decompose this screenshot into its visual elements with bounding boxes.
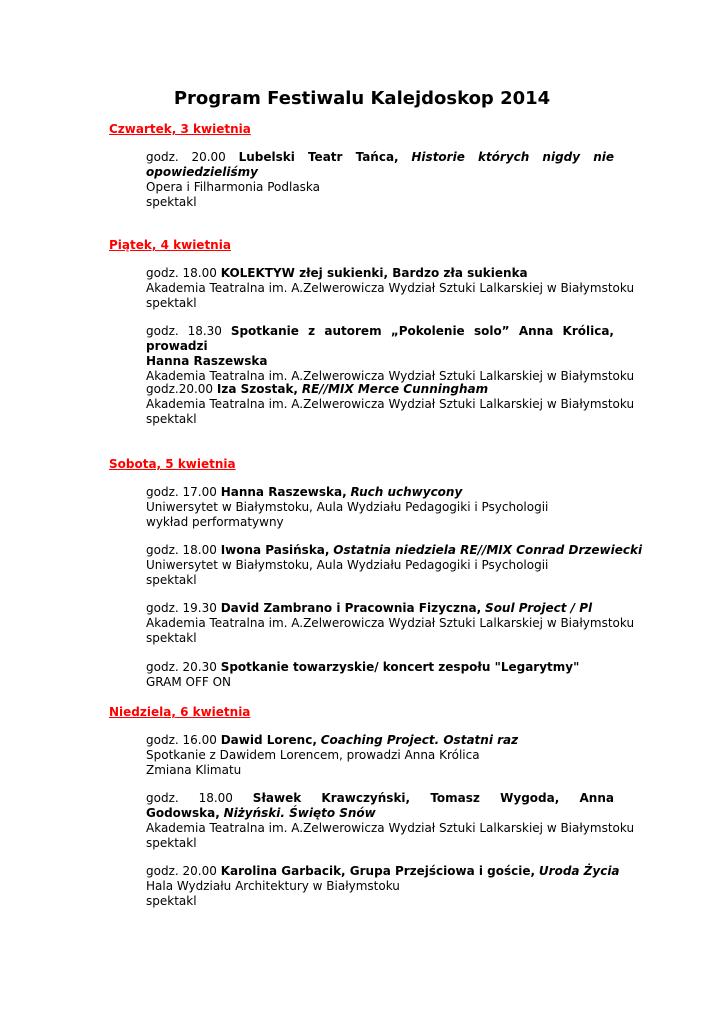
event-title-line [146, 543, 643, 558]
event-sun-3 [146, 864, 620, 909]
day-heading-sunday: Niedziela, 6 kwietnia [109, 705, 251, 719]
event-type: spektakl [146, 836, 197, 850]
event-venue: Hala Wydziału Architektury w Białymstoku [146, 879, 400, 893]
event-title: Ruch uchwycony [350, 485, 463, 499]
event-type: wykład performatywny [146, 515, 284, 529]
event-time: godz. 17.00 [146, 485, 217, 499]
event-time: godz. 20.00 [146, 864, 217, 878]
event-venue: Uniwersytet w Białymstoku, Aula Wydziału Pedagogiki i Psychologii [146, 558, 549, 572]
event-sun-2 [146, 791, 635, 851]
event-venue: Akademia Teatralna im. A.Zelwerowicza Wydział Sztuki Lalkarskiej w Białymstoku [146, 281, 635, 295]
event-title: Coaching Project. Ostatni raz [320, 733, 519, 747]
event-venue: Spotkanie z Dawidem Lorencem, prowadzi Anna Królica [146, 748, 480, 762]
event-sat-2 [146, 543, 643, 588]
event-title: Historie których nigdy nie [411, 150, 615, 164]
event-sat-4 [146, 660, 614, 690]
event-sun-1 [146, 733, 614, 778]
event-title-line [146, 150, 614, 165]
event-title: Uroda Życia [538, 864, 620, 878]
event-title-line [146, 864, 620, 879]
event-performer: Karolina Garbacik, Grupa Przejściowa i goście, [220, 864, 536, 878]
event-venue: Akademia Teatralna im. A.Zelwerowicza Wydział Sztuki Lalkarskiej w Białymstoku [146, 397, 635, 411]
event-title-line [146, 324, 614, 354]
event-time: godz. 16.00 [146, 733, 217, 747]
event-fri-3 [146, 382, 635, 427]
event-title-line [146, 733, 614, 748]
event-venue: Uniwersytet w Białymstoku, Aula Wydziału Pedagogiki i Psychologii [146, 500, 549, 514]
event-title: Spotkanie z autorem „Pokolenie solo” Anna Królica, prowadzi [146, 324, 614, 353]
page-title: Program Festiwalu Kalejdoskop 2014 [173, 88, 551, 109]
event-type: Zmiana Klimatu [146, 763, 242, 777]
event-type: spektakl [146, 573, 197, 587]
event-fri-1 [146, 266, 635, 311]
event-sat-3 [146, 601, 635, 646]
day-heading-thursday: Czwartek, 3 kwietnia [109, 122, 251, 136]
event-time: godz. 18.00 [146, 791, 233, 805]
event-title-line [146, 791, 614, 806]
event-title-line [146, 382, 614, 397]
event-title: Spotkanie towarzyskie/ koncert zespołu "Legarytmy" [220, 660, 580, 674]
event-title: Soul Project / Pl [485, 601, 593, 615]
event-type: spektakl [146, 631, 197, 645]
event-venue: Opera i Filharmonia Podlaska [146, 180, 321, 194]
event-venue: Akademia Teatralna im. A.Zelwerowicza Wydział Sztuki Lalkarskiej w Białymstoku [146, 369, 635, 383]
event-type: spektakl [146, 195, 197, 209]
event-performer: Lubelski Teatr Tańca, [238, 150, 399, 164]
event-title-line [146, 660, 614, 675]
day-heading-friday: Piątek, 4 kwietnia [109, 238, 231, 252]
event-type: spektakl [146, 412, 197, 426]
event-time: godz. 19.30 [146, 601, 217, 615]
day-heading-saturday: Sobota, 5 kwietnia [109, 457, 236, 471]
event-time: godz. 18.00 [146, 543, 217, 557]
event-title: RE//MIX Merce Cunningham [301, 382, 489, 396]
event-thu-1 [146, 150, 614, 210]
event-performer: David Zambrano i Pracownia Fizyczna, [220, 601, 482, 615]
event-title-line [146, 266, 614, 281]
event-type: spektakl [146, 894, 197, 908]
event-time: godz.20.00 [146, 382, 214, 396]
event-type: spektakl [146, 296, 197, 310]
event-venue: GRAM OFF ON [146, 675, 232, 689]
event-performer: Hanna Raszewska, [220, 485, 347, 499]
event-performer: Iwona Pasińska, [220, 543, 330, 557]
event-fri-2 [146, 324, 635, 384]
event-performer: Iza Szostak, [216, 382, 298, 396]
event-sat-1 [146, 485, 614, 530]
event-time: godz. 20.00 [146, 150, 226, 164]
event-title: Ostatnia niedziela RE//MIX Conrad Drzewiecki [333, 543, 643, 557]
event-title: KOLEKTYW złej sukienki, Bardzo zła sukienka [220, 266, 528, 280]
event-performer: Dawid Lorenc, [220, 733, 317, 747]
event-title-line [146, 601, 614, 616]
event-title-continued: opowiedzieliśmy [146, 165, 258, 179]
event-title: Niżyński. Święto Snów [223, 806, 376, 820]
event-title-line [146, 485, 614, 500]
event-time: godz. 20.30 [146, 660, 217, 674]
event-performer-continued: Godowska, [146, 806, 220, 820]
event-time: godz. 18.30 [146, 324, 222, 338]
event-title-continued [146, 806, 614, 821]
event-time: godz. 18.00 [146, 266, 217, 280]
event-title-continued: Hanna Raszewska [146, 354, 268, 368]
event-performer: Sławek Krawczyński, Tomasz Wygoda, Anna [252, 791, 614, 805]
event-venue: Akademia Teatralna im. A.Zelwerowicza Wydział Sztuki Lalkarskiej w Białymstoku [146, 821, 635, 835]
event-venue: Akademia Teatralna im. A.Zelwerowicza Wydział Sztuki Lalkarskiej w Białymstoku [146, 616, 635, 630]
